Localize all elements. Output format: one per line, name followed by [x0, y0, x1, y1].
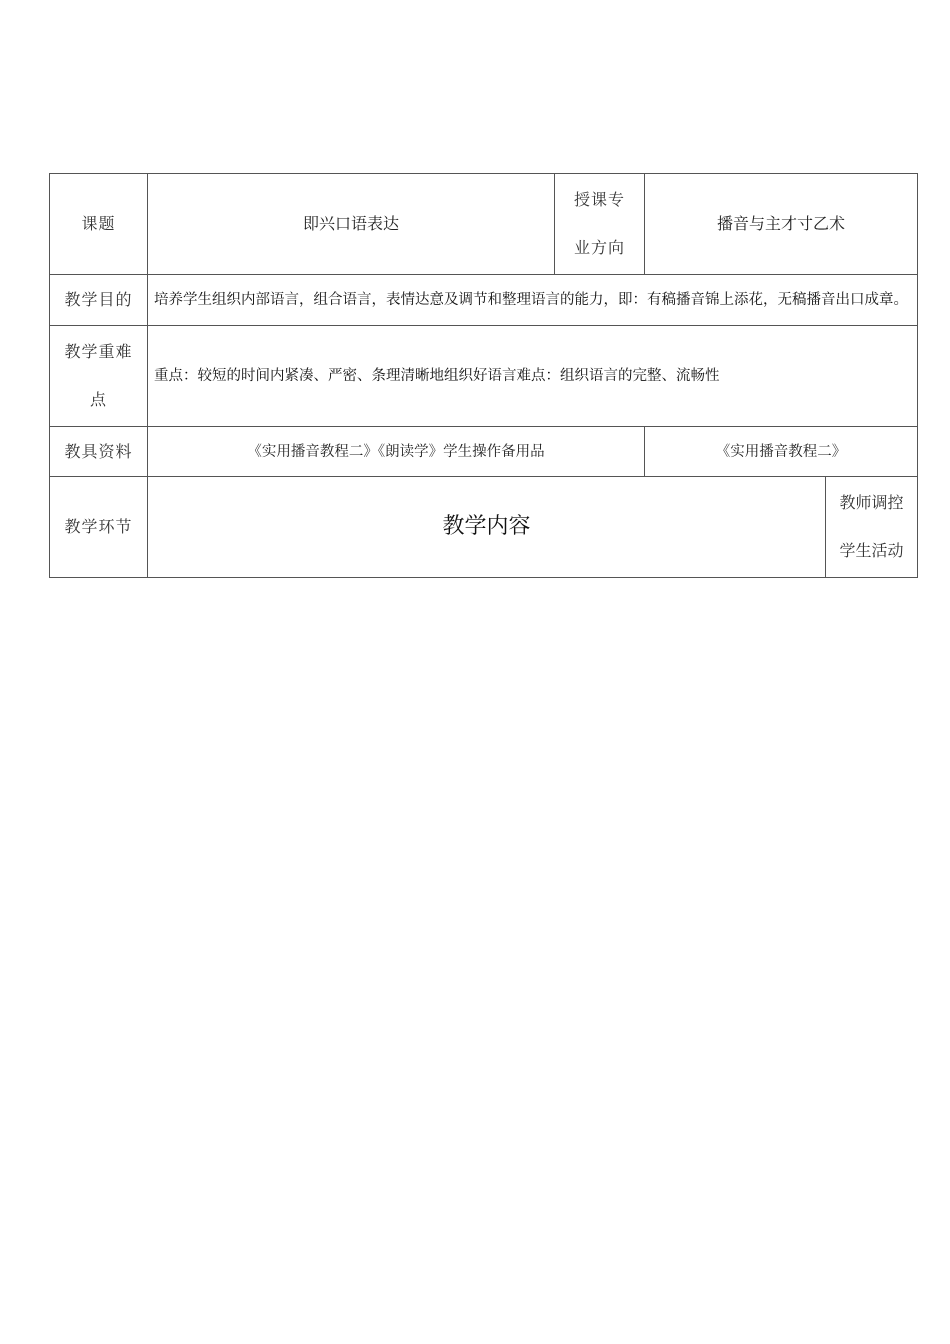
stage-label: 教学环节: [50, 477, 148, 578]
teacher-label-line1: 教师调控: [839, 493, 904, 512]
stage-row: [50, 477, 918, 578]
lesson-plan-table: [49, 173, 918, 578]
keypoints-text: 重点：较短的时间内紧凑、严密、条理清晰地组织好语言难点：组织语言的完整、流畅性: [148, 326, 918, 427]
topic-label: 课题: [50, 174, 148, 275]
goal-row: [50, 275, 918, 326]
materials-book: 《实用播音教程二》: [645, 427, 918, 477]
keypoints-label-line1: 教学重难: [64, 342, 133, 361]
goal-text: 培养学生组织内部语言，组合语言，表情达意及调节和整理语言的能力，即：有稿播音锦上添花，无稿播音出口成章。: [148, 275, 918, 326]
topic-value: 即兴口语表达: [148, 174, 555, 275]
major-label-line2: 业方向: [573, 238, 625, 257]
teacher-label-line2: 学生活动: [839, 541, 904, 560]
keypoints-row: [50, 326, 918, 427]
major-label: [555, 174, 645, 275]
keypoints-label: [50, 326, 148, 427]
materials-row: [50, 427, 918, 477]
materials-text: 《实用播音教程二》《朗读学》学生操作备用品: [148, 427, 645, 477]
keypoints-label-line2: 点: [89, 390, 107, 409]
topic-row: [50, 174, 918, 275]
teacher-activity-label: [826, 477, 918, 578]
major-label-line1: 授课专: [573, 190, 625, 209]
major-value: 播音与主才寸乙术: [645, 174, 918, 275]
goal-label: 教学目的: [50, 275, 148, 326]
lesson-plan-sheet: [49, 173, 917, 578]
materials-label: 教具资料: [50, 427, 148, 477]
content-heading: 教学内容: [148, 477, 826, 578]
